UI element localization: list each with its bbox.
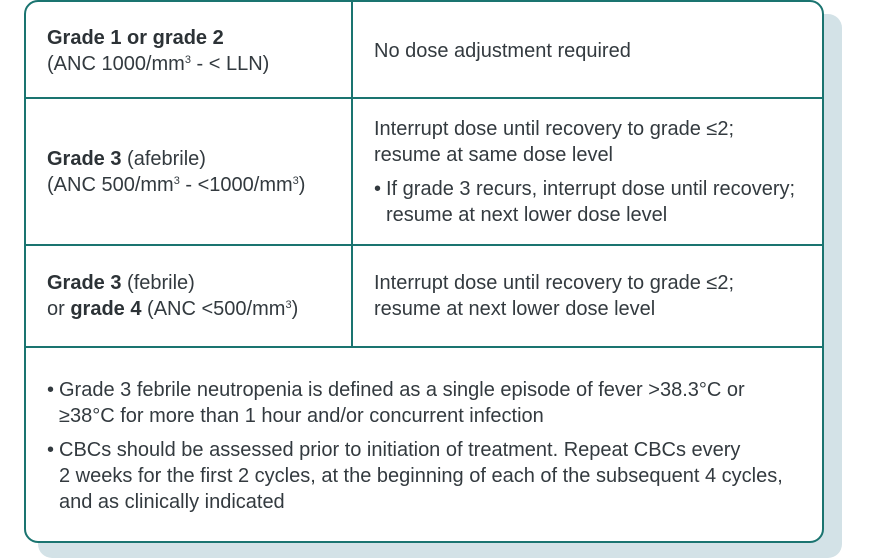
bullet-item: • If grade 3 recurs, interrupt dose until recovery; resume at next lower dose level bbox=[374, 176, 795, 228]
footnotes bbox=[47, 377, 817, 523]
grade-cell: Grade 1 or grade 2 (ANC $1000/mm^3$ - < LLN) bbox=[47, 27, 270, 75]
action-cell: No dose adjustment required bbox=[374, 40, 631, 62]
table-row bbox=[26, 246, 822, 348]
column-divider bbox=[351, 2, 353, 346]
footnote-item: • CBCs should be assessed prior to initiation of treatment. Repeat CBCs every 2 weeks for the first 2 cycles, at the beginning of each of the subsequent 4 cycles, and as clinically indicated bbox=[47, 437, 817, 515]
action-cell: Interrupt dose until recovery to grade ≤2; resume at next lower dose level bbox=[374, 272, 735, 320]
grade-cell: Grade 3 (afebrile) (ANC $500/mm^3 - <1000/mm^3$) bbox=[47, 148, 306, 196]
table-row bbox=[26, 2, 822, 99]
table-row bbox=[26, 99, 822, 246]
dose-modification-table bbox=[24, 0, 824, 543]
footnote-item: • Grade 3 febrile neutropenia is defined as a single episode of fever >38.3°C or ≥38°C for more than 1 hour and/or concurrent infection bbox=[47, 377, 817, 429]
action-cell: Interrupt dose until recovery to grade ≤2; resume at same dose level • If grade 3 recurs, interrupt dose until recovery; resume at next lower dose level bbox=[374, 116, 795, 228]
grade-cell: Grade 3 (febrile) or grade 4 $(ANC <500/mm^3)$ bbox=[47, 272, 299, 320]
